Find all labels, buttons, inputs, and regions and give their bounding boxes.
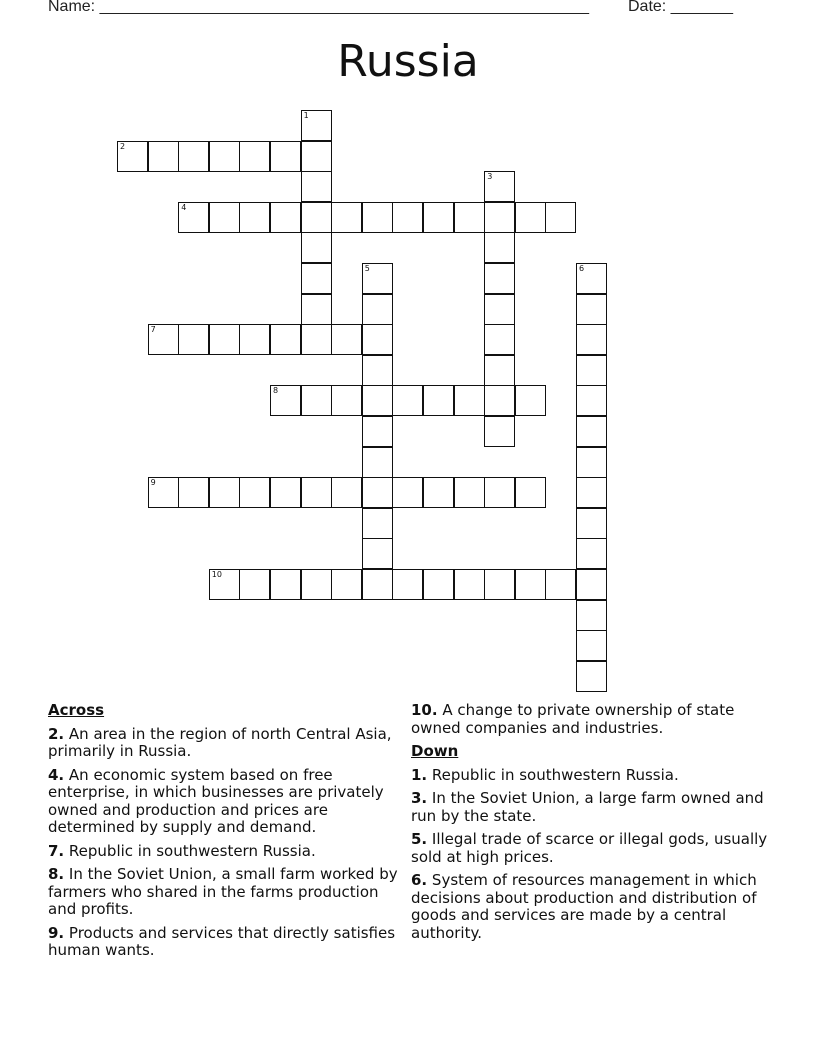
grid-cell[interactable] <box>423 202 454 233</box>
grid-cell[interactable] <box>576 385 607 416</box>
grid-cell[interactable] <box>239 569 270 600</box>
clue-text: Republic in southwestern Russia. <box>68 841 316 860</box>
clue-number: 9. <box>48 923 65 942</box>
grid-cell[interactable] <box>331 324 362 355</box>
cell-number: 5 <box>364 264 370 273</box>
grid-cell[interactable] <box>576 263 607 294</box>
grid-cell[interactable] <box>331 385 362 416</box>
grid-cell[interactable] <box>270 569 301 600</box>
cell-number: 6 <box>579 264 585 273</box>
grid-cell[interactable] <box>117 141 148 172</box>
grid-cell[interactable] <box>301 141 332 172</box>
grid-cell[interactable] <box>301 569 332 600</box>
grid-cell[interactable] <box>362 508 393 539</box>
grid-cell[interactable] <box>484 416 515 447</box>
cell-number: 2 <box>120 141 126 151</box>
grid-cell[interactable] <box>362 294 393 325</box>
grid-cell[interactable] <box>362 355 393 386</box>
grid-cell[interactable] <box>454 477 485 508</box>
grid-cell[interactable] <box>148 141 179 172</box>
grid-cell[interactable] <box>270 202 301 233</box>
grid-cell[interactable] <box>178 202 209 233</box>
grid-cell[interactable] <box>301 263 332 294</box>
grid-cell[interactable] <box>301 171 332 202</box>
grid-cell[interactable] <box>239 141 270 172</box>
clues-column-right <box>411 702 781 948</box>
grid-cell[interactable] <box>484 232 515 263</box>
grid-cell[interactable] <box>392 477 423 508</box>
grid-cell[interactable] <box>576 447 607 478</box>
date-field-line: Date: _______ <box>628 0 733 15</box>
clue-text: A change to private ownership of state owned companies and industries. <box>411 701 735 737</box>
across-clue-4 <box>48 767 408 837</box>
clue-number: 6. <box>411 871 428 889</box>
grid-cell[interactable] <box>209 569 240 600</box>
grid-cell[interactable] <box>576 661 607 692</box>
grid-cell[interactable] <box>576 600 607 631</box>
clue-number: 4. <box>48 765 65 784</box>
grid-cell[interactable] <box>362 447 393 478</box>
grid-cell[interactable] <box>148 324 179 355</box>
clue-text: System of resources management in which decisions about production and distribution of goods and services are made by a central authority. <box>411 871 757 942</box>
name-field-line: Name: _______________________________________________________ <box>48 0 589 15</box>
grid-cell[interactable] <box>576 324 607 355</box>
grid-cell[interactable] <box>270 477 301 508</box>
grid-cell[interactable] <box>515 385 546 416</box>
grid-cell[interactable] <box>423 385 454 416</box>
grid-cell[interactable] <box>331 202 362 233</box>
grid-cell[interactable] <box>148 477 179 508</box>
grid-cell[interactable] <box>362 416 393 447</box>
clue-number: 2. <box>48 724 65 743</box>
grid-cell[interactable] <box>484 477 515 508</box>
grid-cell[interactable] <box>484 355 515 386</box>
grid-cell[interactable] <box>576 508 607 539</box>
down-clue-6 <box>411 872 781 942</box>
clue-text: An area in the region of north Central Asia, primarily in Russia. <box>48 724 392 760</box>
grid-cell[interactable] <box>362 263 393 294</box>
grid-cell[interactable] <box>301 385 332 416</box>
across-clue-2 <box>48 726 408 761</box>
clue-number: 7. <box>48 841 65 860</box>
across-heading: Across <box>48 701 105 719</box>
grid-cell[interactable] <box>178 324 209 355</box>
clue-text: Illegal trade of scarce or illegal gods, usually sold at high prices. <box>411 830 768 866</box>
grid-cell[interactable] <box>331 477 362 508</box>
grid-cell[interactable] <box>209 477 240 508</box>
grid-cell[interactable] <box>576 630 607 661</box>
down-clue-3 <box>411 790 781 825</box>
grid-cell[interactable] <box>301 324 332 355</box>
grid-cell[interactable] <box>576 538 607 569</box>
grid-cell[interactable] <box>484 171 515 202</box>
clue-text: Products and services that directly satisfies human wants. <box>48 923 396 959</box>
grid-cell[interactable] <box>454 569 485 600</box>
cell-number: 3 <box>487 172 493 182</box>
clue-text: In the Soviet Union, a small farm worked by farmers who shared in the farms production and profits. <box>48 865 398 918</box>
grid-cell[interactable] <box>454 202 485 233</box>
grid-cell[interactable] <box>545 569 576 600</box>
grid-cell[interactable] <box>362 477 393 508</box>
grid-cell[interactable] <box>484 263 515 294</box>
grid-cell[interactable] <box>301 477 332 508</box>
grid-cell[interactable] <box>392 385 423 416</box>
clue-number: 3. <box>411 789 428 807</box>
puzzle-title: Russia <box>337 36 479 87</box>
grid-cell[interactable] <box>301 202 332 233</box>
grid-cell[interactable] <box>515 477 546 508</box>
clue-number: 8. <box>48 865 65 883</box>
grid-cell[interactable] <box>545 202 576 233</box>
grid-cell[interactable] <box>392 569 423 600</box>
across-clue-9 <box>48 925 408 960</box>
grid-cell[interactable] <box>178 141 209 172</box>
grid-cell[interactable] <box>209 324 240 355</box>
grid-cell[interactable] <box>423 477 454 508</box>
down-heading: Down <box>411 742 459 760</box>
cell-number: 7 <box>150 325 156 335</box>
grid-cell[interactable] <box>515 569 546 600</box>
grid-cell[interactable] <box>576 294 607 325</box>
clue-number: 5. <box>411 830 428 848</box>
grid-cell[interactable] <box>331 569 362 600</box>
grid-cell[interactable] <box>209 141 240 172</box>
grid-cell[interactable] <box>362 569 393 600</box>
grid-cell[interactable] <box>576 355 607 386</box>
grid-cell[interactable] <box>362 385 393 416</box>
grid-cell[interactable] <box>239 324 270 355</box>
grid-cell[interactable] <box>301 232 332 263</box>
grid-cell[interactable] <box>576 416 607 447</box>
grid-cell[interactable] <box>484 569 515 600</box>
grid-cell[interactable] <box>178 477 209 508</box>
grid-cell[interactable] <box>362 324 393 355</box>
down-clue-1 <box>411 767 781 785</box>
cell-number: 10 <box>211 570 222 579</box>
grid-cell[interactable] <box>270 324 301 355</box>
grid-cell[interactable] <box>301 110 332 141</box>
cell-number: 9 <box>150 478 156 488</box>
grid-cell[interactable] <box>362 202 393 233</box>
down-clue-5 <box>411 831 781 866</box>
grid-cell[interactable] <box>270 385 301 416</box>
grid-cell[interactable] <box>239 202 270 233</box>
grid-cell[interactable] <box>362 538 393 569</box>
grid-cell[interactable] <box>576 569 607 600</box>
cell-number: 4 <box>181 202 187 212</box>
across-clue-7 <box>48 843 408 861</box>
grid-cell[interactable] <box>392 202 423 233</box>
clue-text: In the Soviet Union, a large farm owned and run by the state. <box>411 789 764 825</box>
grid-cell[interactable] <box>209 202 240 233</box>
grid-cell[interactable] <box>484 385 515 416</box>
clue-text: Republic in southwestern Russia. <box>431 765 679 784</box>
grid-cell[interactable] <box>484 202 515 233</box>
across-clue-8 <box>48 866 408 919</box>
across-clue-10 <box>411 702 781 737</box>
grid-cell[interactable] <box>454 385 485 416</box>
cell-number: 1 <box>303 111 309 120</box>
grid-cell[interactable] <box>239 477 270 508</box>
clue-text: An economic system based on free enterprise, in which businesses are privately owned and production and prices are determined by supply and demand. <box>48 765 384 836</box>
grid-cell[interactable] <box>270 141 301 172</box>
grid-cell[interactable] <box>515 202 546 233</box>
grid-cell[interactable] <box>484 294 515 325</box>
grid-cell[interactable] <box>484 324 515 355</box>
cell-number: 8 <box>273 386 279 396</box>
clue-number: 10. <box>411 701 438 719</box>
clue-number: 1. <box>411 765 428 784</box>
grid-cell[interactable] <box>423 569 454 600</box>
clues-column-left <box>48 702 408 966</box>
grid-cell[interactable] <box>576 477 607 508</box>
grid-cell[interactable] <box>301 294 332 325</box>
